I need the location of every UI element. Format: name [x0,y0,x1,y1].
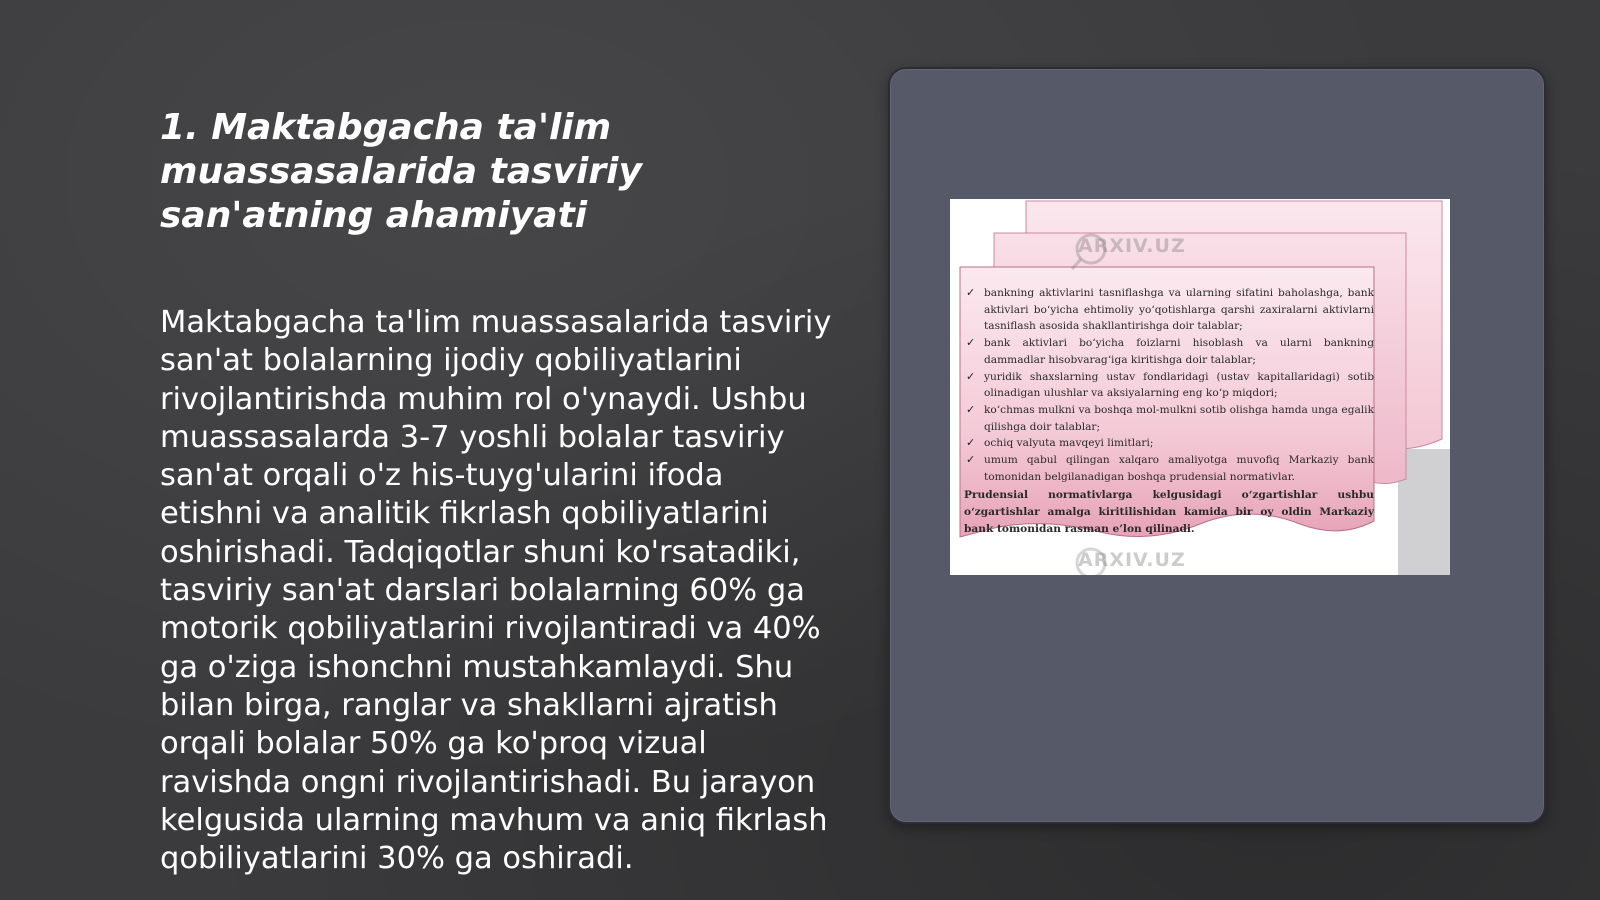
list-item: ✓ yuridik shaxslarning ustav fondlaridagi (ustav kapitallaridagi) sotib olinadigan ulushlar va aksiyalarning eng ko‘p miqdori; [966,369,1374,400]
list-item: ✓ ochiq valyuta mavqeyi limitlari; [964,435,1374,452]
list-item: ✓ bank aktivlari bo‘yicha foizlarni hisoblash va ularni bankning dammadlar hisobvarag‘iga kiritishga doir talablar; [966,336,1374,366]
document-note: Prudensial normativlarga kelgusidagi o‘zgartishlar ushbu o‘zgartishlar amalga kiritilishidan kamida bir oy oldin Markaziy bank tomonidan rasman e’lon qilinadi. [964,489,1374,535]
list-item: ✓ umum qabul qilingan xalqaro amaliyotga muvofiq Markaziy bank tomonidan belgilanadigan boshqa prudensial normativlar. [966,453,1374,483]
check-icon: ✓ [966,453,976,467]
check-icon: ✓ [966,286,976,299]
watermark-top: ARXIV.UZ [1078,235,1186,257]
list-item: ✓ bankning aktivlarini tasniflashga va ularning sifatini baholashga, bank aktivlari bo‘yicha ehtimoliy yo‘qotishlarga qarshi zaxiralarni aktivlarni tasniflash asosida shakllantirishga doir talablar; [966,286,1374,333]
check-icon: ✓ [966,436,976,450]
check-icon: ✓ [966,402,976,416]
check-icon: ✓ [966,369,976,383]
slide-body-text: Maktabgacha ta'lim muassasalarida tasviriy san'at bolalarning ijodiy qobiliyatlarini rivojlantirishda muhim rol o'ynaydi. Ushbu muassasalarda 3-7 yoshli bolalar tasviriy san'at orqali o'z his-tuyg'ularini ifoda etishni va analitik fikrlash qobiliyatlarini oshirishadi. Tadqiqotlar shuni ko'rsatadiki, tasviriy san'at darslari bolalarning 60% ga motorik qobiliyatlarini rivojlantiradi va 40% ga o'ziga ishonchni mustahkamlaydi. Shu bilan birga, ranglar va shakllarni ajratish orqali bolalar 50% ga ko'proq vizual ravishda ongni rivojlantirishadi. Bu jarayon kelgusida ularning mavhum va aniq fikrlash qobiliyatlarini 30% ga oshiradi. [160,305,832,877]
watermark-bottom: ARXIV.UZ [1078,549,1186,571]
document-image [950,199,1450,575]
requirements-list [964,285,1374,485]
document-text [964,285,1374,538]
slide-title: 1. Maktabgacha ta'lim muassasalarida tasviriy san'atning ahamiyati [160,107,642,236]
check-icon: ✓ [966,336,976,350]
list-item: ✓ ko‘chmas mulkni va boshqa mol-mulkni sotib olishga hamda unga egalik qilishga doir talablar; [966,402,1374,433]
